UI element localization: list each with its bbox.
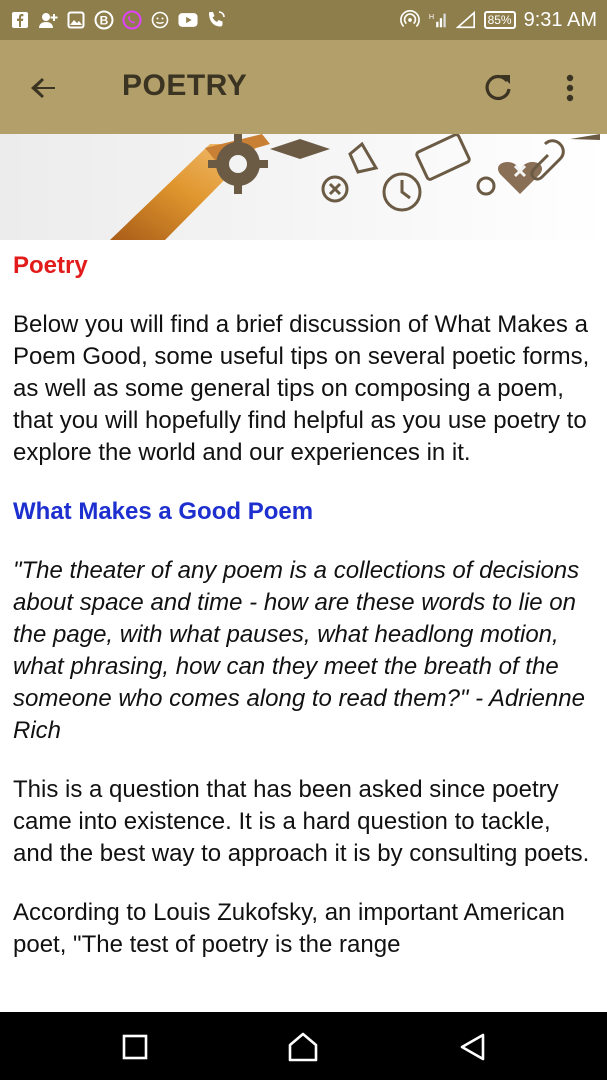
notification-icons: [10, 10, 226, 30]
system-status: [400, 9, 597, 32]
section-heading: What Makes a Good Poem: [13, 498, 314, 525]
more-vert-icon: [565, 73, 575, 103]
add-user-icon: [38, 10, 58, 30]
svg-text:H: H: [428, 12, 434, 22]
article-content: [13, 250, 595, 1012]
phone-icon: [206, 10, 226, 30]
back-nav-button[interactable]: [452, 1030, 492, 1064]
whatsapp-icon: [122, 10, 142, 30]
image-icon: [66, 10, 86, 30]
home-button[interactable]: [283, 1030, 323, 1064]
hotspot-icon: [400, 10, 420, 30]
quote-paragraph: "The theater of any poem is a collections of decisions about space and time - how are these words to lie on the page, with what pauses, what headlong motion, what phrasing, how can they meet the breath of the someone who comes along to read them?" - Adrienne Rich: [13, 557, 585, 744]
signal-icon: [428, 10, 448, 30]
app-bar: [0, 40, 607, 134]
refresh-button[interactable]: [474, 64, 522, 112]
intro-paragraph: Below you will find a brief discussion of What Makes a Poem Good, some useful tips on several poetic forms, as well as some general tips on composing a poem, that you will hopefully find helpful as you use poetry to explore the world and our experiences in it.: [13, 311, 590, 466]
recents-button[interactable]: [115, 1030, 155, 1064]
article-title: Poetry: [13, 252, 88, 279]
smile-icon: [150, 10, 170, 30]
home-icon: [287, 1032, 319, 1062]
battery-icon: 85%: [484, 11, 516, 29]
header-banner-image: [0, 134, 607, 240]
paragraph-3: According to Louis Zukofsky, an important American poet, "The test of poetry is the range: [13, 899, 565, 958]
svg-text:B: B: [99, 13, 109, 28]
system-nav-bar: [0, 1012, 607, 1080]
back-button[interactable]: [20, 64, 68, 112]
cell-signal-icon: [456, 10, 476, 30]
b-icon: [94, 10, 114, 30]
refresh-icon: [482, 72, 514, 104]
youtube-icon: [178, 10, 198, 30]
school-doodle-illustration: [0, 134, 607, 240]
triangle-back-icon: [458, 1032, 486, 1062]
paragraph-2: This is a question that has been asked since poetry came into existence. It is a hard question to tackle, and the best way to approach it is by consulting poets.: [13, 776, 590, 867]
page-title: POETRY: [122, 69, 248, 102]
more-options-button[interactable]: [546, 64, 594, 112]
status-bar: [0, 0, 607, 40]
status-time: 9:31 AM: [523, 8, 597, 31]
facebook-icon: [10, 10, 30, 30]
arrow-back-icon: [29, 73, 59, 103]
square-icon: [122, 1034, 148, 1060]
